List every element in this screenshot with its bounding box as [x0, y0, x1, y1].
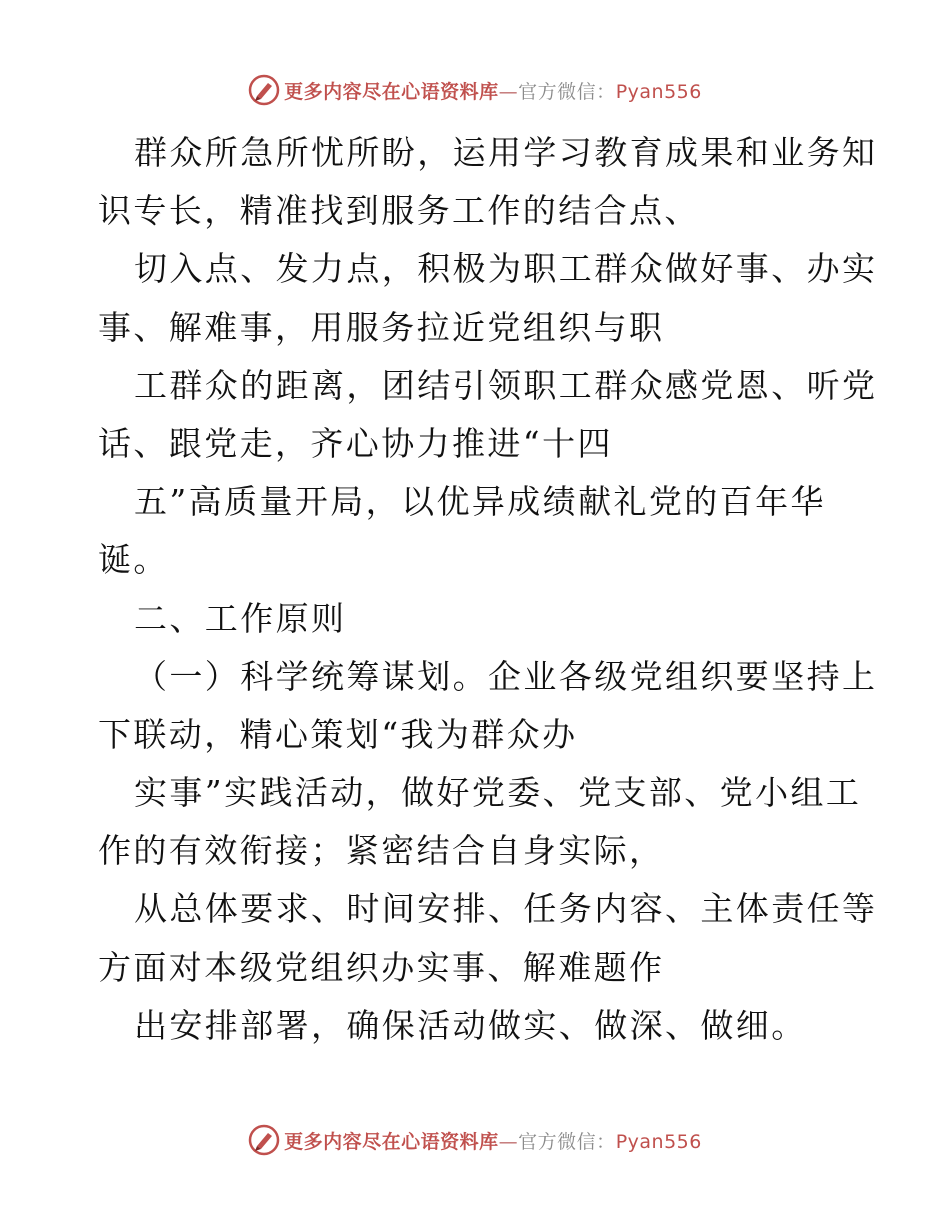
watermark-label: 官方微信： — [518, 1130, 616, 1153]
text-line: 下联动，精心策划“我为群众办 — [98, 714, 578, 754]
text-line: （一）科学统筹谋划。企业各级党组织要坚持上 — [134, 656, 878, 696]
document-body — [98, 124, 878, 1055]
pen-logo-icon — [248, 74, 280, 106]
text-line: 事、解难事，用服务拉近党组织与职 — [98, 307, 665, 347]
watermark-id: Pyan556 — [615, 80, 702, 103]
header-watermark — [0, 72, 950, 108]
watermark-separator: — — [498, 1130, 519, 1153]
text-line: 切入点、发力点，积极为职工群众做好事、办实 — [134, 249, 878, 289]
text-line: 工群众的距离，团结引领职工群众感党恩、听党 — [134, 365, 878, 405]
watermark-main-text: 更多内容尽在心语资料库 — [284, 1130, 499, 1153]
watermark-main-text: 更多内容尽在心语资料库 — [284, 80, 499, 103]
text-line: 五”高质量开局，以优异成绩献礼党的百年华 — [134, 482, 826, 522]
text-line: 实事”实践活动，做好党委、党支部、党小组工 — [134, 773, 862, 813]
text-line: 出安排部署，确保活动做实、做深、做细。 — [134, 1005, 807, 1045]
text-line: 群众所急所忧所盼，运用学习教育成果和业务知 — [134, 133, 878, 172]
text-line: 话、跟党走，齐心协力推进“十四 — [98, 423, 613, 463]
text-line: 从总体要求、时间安排、任务内容、主体责任等 — [134, 889, 878, 929]
text-line: 作的有效衔接；紧密结合自身实际， — [98, 831, 665, 871]
section-heading: 二、工作原则 — [134, 598, 347, 638]
text-line: 诞。 — [98, 540, 169, 580]
watermark-separator: — — [498, 80, 519, 103]
text-line: 方面对本级党组织办实事、解难题作 — [98, 947, 665, 987]
text-line: 识专长，精准找到服务工作的结合点、 — [98, 191, 700, 231]
pen-logo-icon — [248, 1124, 280, 1156]
watermark-id: Pyan556 — [615, 1130, 702, 1153]
watermark-label: 官方微信： — [518, 80, 616, 103]
footer-watermark — [0, 1122, 950, 1158]
